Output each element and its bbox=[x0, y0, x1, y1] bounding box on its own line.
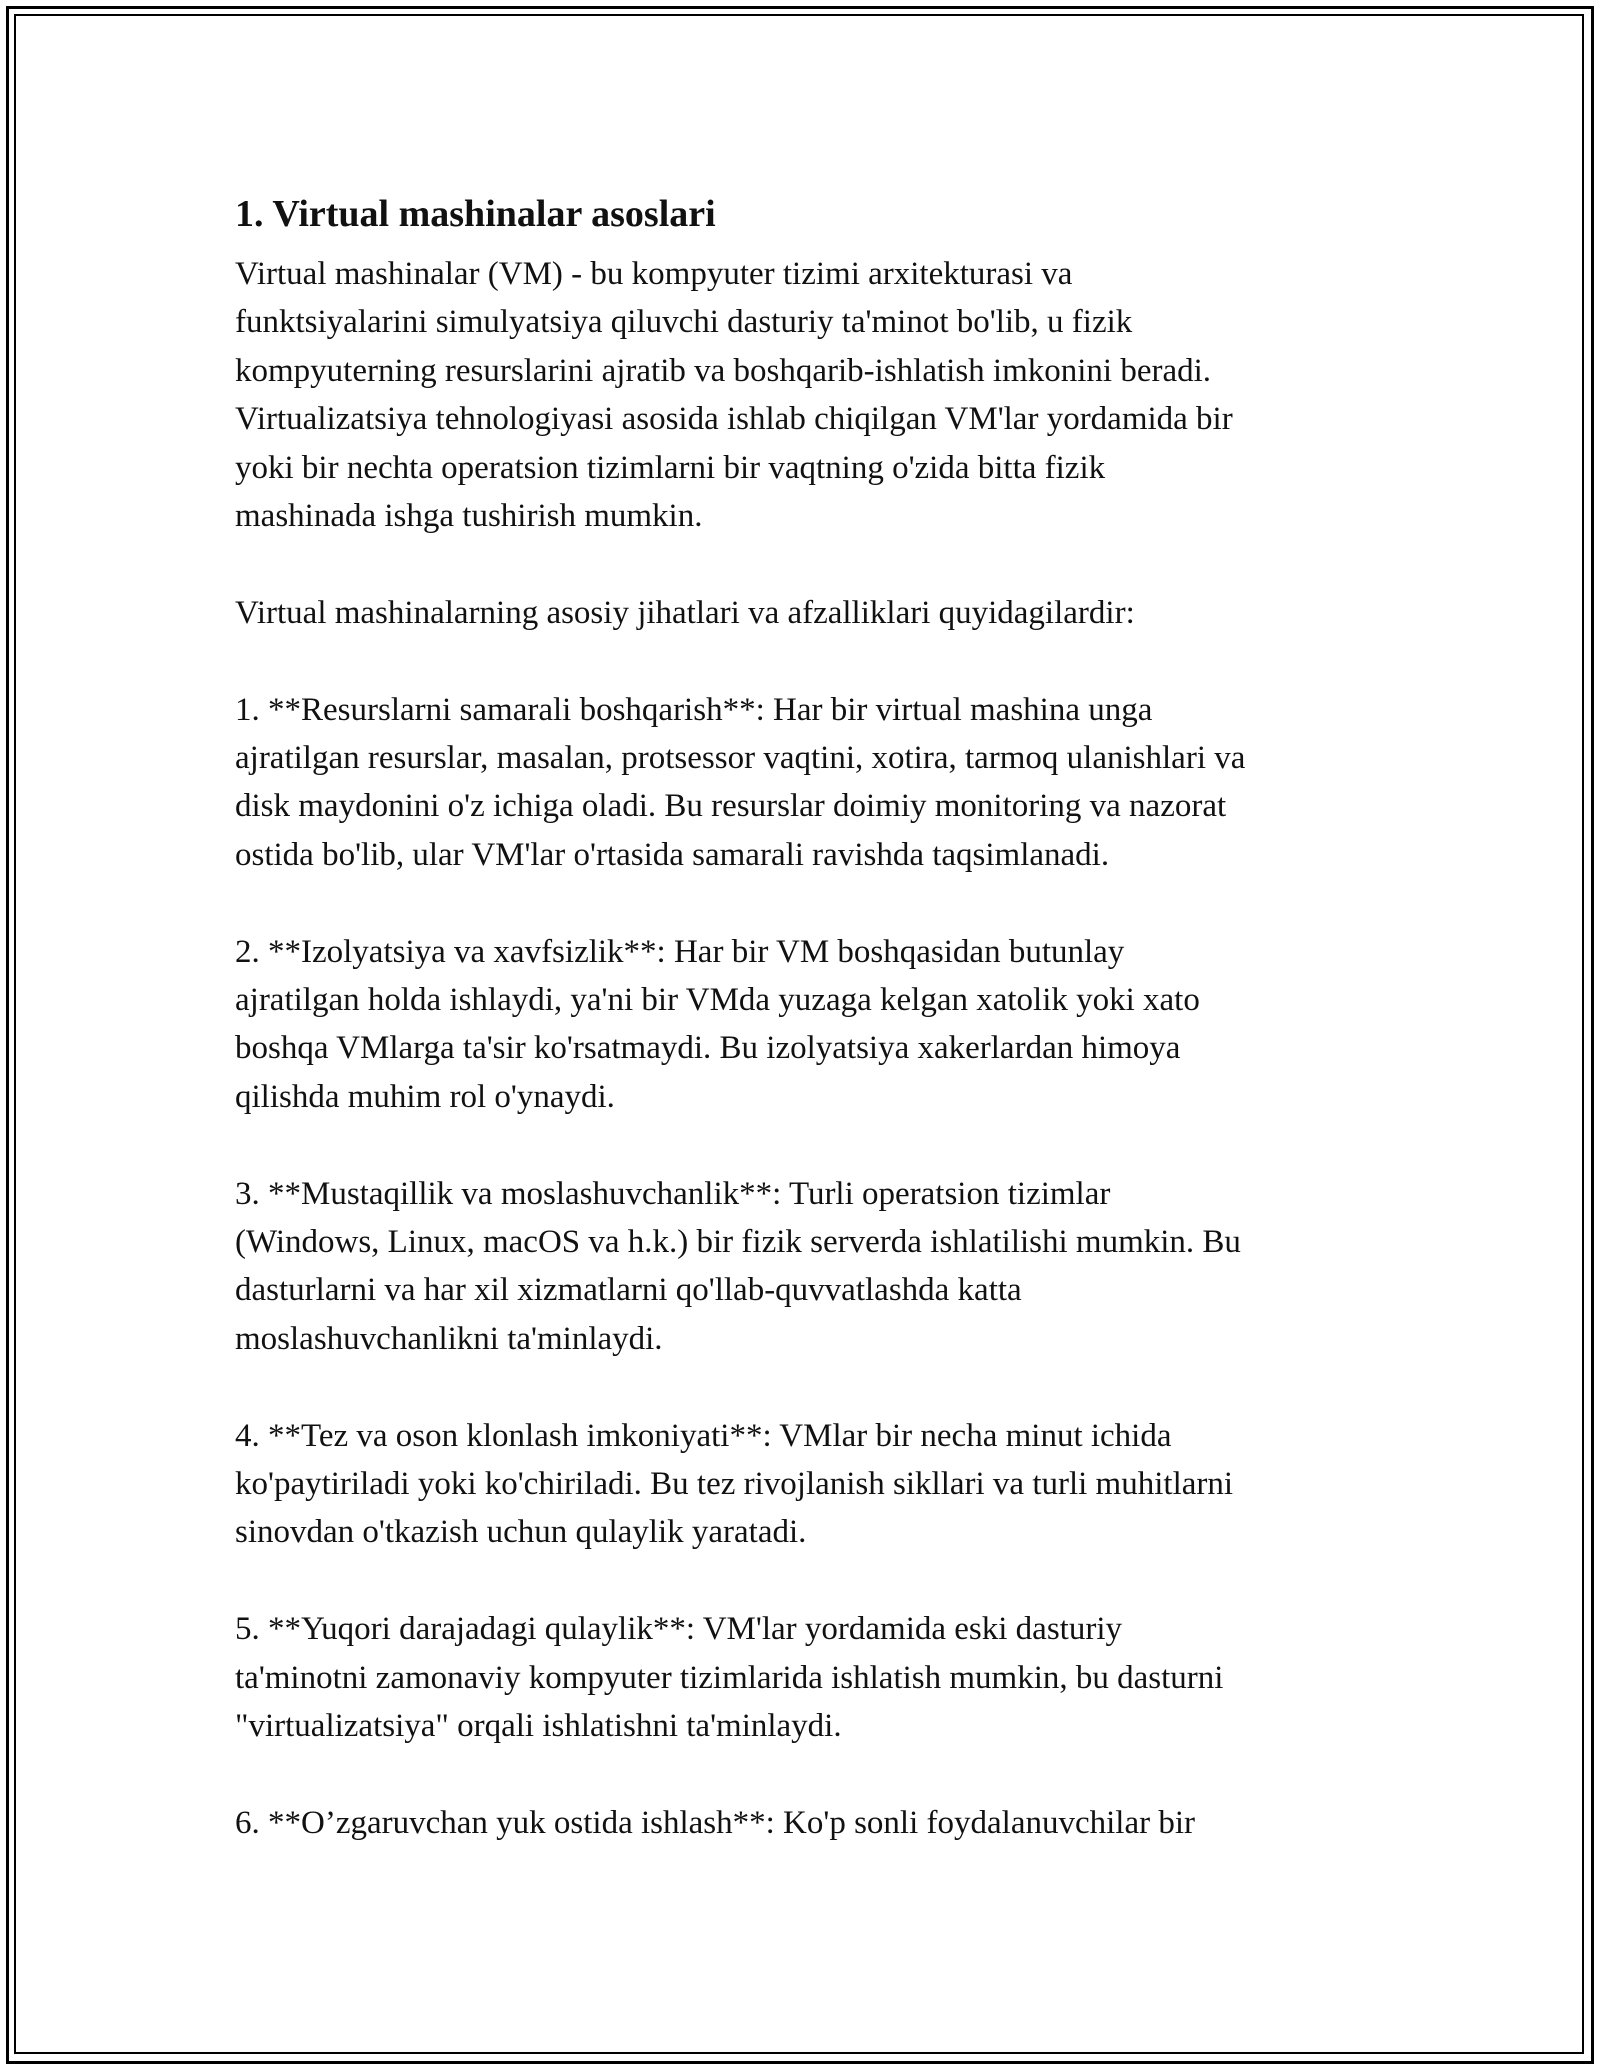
list-item-resources: 1. **Resurslarni samarali boshqarish**: Har bir virtual mashina unga ajratilgan resurslar, masalan, protsessor vaqtini, xotira, tarmoq ulanishlari va disk maydonini o'z ichiga oladi. Bu resurslar doimiy monitoring va nazorat ostida bo'lib, ular VM'lar o'rtasida samarali ravishda taqsimlanadi. bbox=[235, 691, 1246, 873]
list-item-independence: 3. **Mustaqillik va moslashuvchanlik**: Turli operatsion tizimlar (Windows, Linux, macOS va h.k.) bir fizik serverda ishlatilishi mumkin. Bu dasturlarni va har xil xizmatlarni qo'llab-quvvatlashda katta moslashuvchanlikni ta'minlaydi. bbox=[235, 1175, 1241, 1357]
section-heading: 1. Virtual mashinalar asoslari bbox=[235, 193, 716, 235]
list-item-isolation: 2. **Izolyatsiya va xavfsizlik**: Har bir VM boshqasidan butunlay ajratilgan holda ishlaydi, ya'ni bir VMda yuzaga kelgan xatolik yoki xato boshqa VMlarga ta'sir ko'rsatmaydi. Bu izolyatsiya xakerlardan himoya qilishda muhim rol o'ynaydi. bbox=[235, 933, 1200, 1115]
list-item-convenience: 5. **Yuqori darajadagi qulaylik**: VM'lar yordamida eski dasturiy ta'minotni zamonaviy kompyuter tizimlarida ishlatish mumkin, bu dasturni "virtualizatsiya" orqali ishlatishni ta'minlaydi. bbox=[235, 1611, 1224, 1745]
document-body bbox=[235, 188, 1370, 1896]
list-item-variable-load: 6. **O’zgaruvchan yuk ostida ishlash**: Ko'p sonli foydalanuvchilar bir bbox=[235, 1804, 1195, 1841]
advantages-intro: Virtual mashinalarning asosiy jihatlari va afzalliklari quyidagilardir: bbox=[235, 594, 1135, 631]
intro-paragraph: Virtual mashinalar (VM) - bu kompyuter tizimi arxitekturasi va funktsiyalarini simulyatsiya qiluvchi dasturiy ta'minot bo'lib, u fizik kompyuterning resurslarini ajratib va boshqarib-ishlatish imkonini beradi. Virtualizatsiya tehnologiyasi asosida ishlab chiqilgan VM'lar yordamida bir yoki bir nechta operatsion tizimlarni bir vaqtning o'zida bitta fizik mashinada ishga tushirish mumkin. bbox=[235, 256, 1233, 535]
list-item-cloning: 4. **Tez va oson klonlash imkoniyati**: VMlar bir necha minut ichida ko'paytiriladi yoki ko'chiriladi. Bu tez rivojlanish sikllari va turli muhitlarni sinovdan o'tkazish uchun qulaylik yaratadi. bbox=[235, 1417, 1234, 1551]
